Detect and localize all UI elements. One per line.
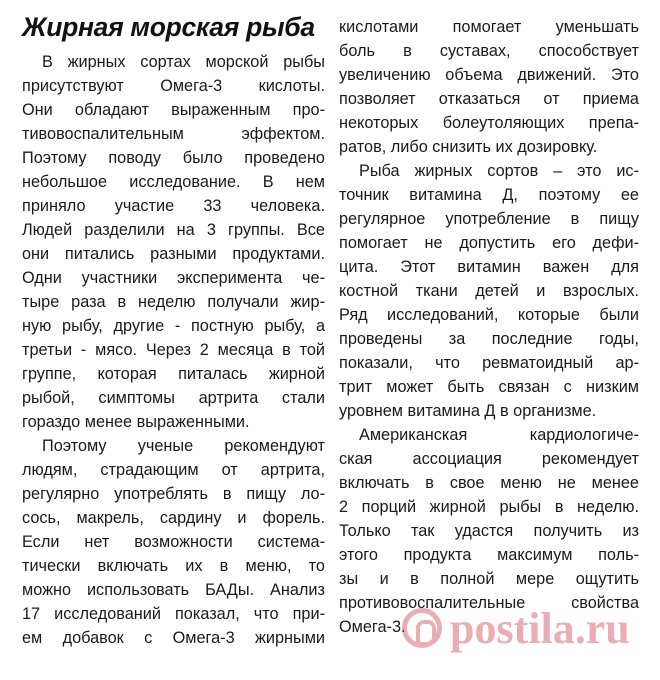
text-line: Если нет возможности система- <box>22 533 325 551</box>
text-line: присутствуют Омега-3 кислоты. <box>22 77 325 95</box>
text-line: 2 порций жирной рыбы в неделю. <box>339 498 639 516</box>
text-line: Рыба жирных сортов – это ис- <box>359 162 639 180</box>
text-line: проведены за последние годы, <box>339 330 639 348</box>
text-line: третьи - мясо. Через 2 месяца в той <box>22 341 325 359</box>
text-line: противовоспалительные свойства <box>339 594 639 612</box>
text-line: этого продукта максимум поль- <box>339 546 639 564</box>
text-line: группе, которая питалась жирной <box>22 365 325 383</box>
text-line: Людей разделили на 3 группы. Все <box>22 221 325 239</box>
text-line: Американская кардиологиче- <box>359 426 639 444</box>
right-column <box>339 0 639 639</box>
text-line: Одни участники эксперимента че- <box>22 269 325 287</box>
text-line: некоторых болеутоляющих препа- <box>339 114 639 132</box>
text-line: тивовоспалительным эффектом. <box>22 125 325 143</box>
text-line: ную рыбу, другие - постную рыбу, а <box>22 317 325 335</box>
text-line: точник витамина Д, поэтому ее <box>339 186 639 204</box>
text-line: гораздо менее выраженными. <box>22 413 250 431</box>
text-line: Поэтому поводу было проведено <box>22 149 325 167</box>
left-column-text <box>22 50 325 650</box>
text-line: показали, что ревматоидный ар- <box>339 354 639 372</box>
text-line: В жирных сортах морской рыбы <box>42 53 325 71</box>
text-line: помогает не допустить его дефи- <box>339 234 639 252</box>
text-line: ская ассоциация рекомендует <box>339 450 639 468</box>
text-line: трит может быть связан с низким <box>339 378 639 396</box>
text-line: Только так удастся получить из <box>339 522 639 540</box>
text-line: позволяет отказаться от приема <box>339 90 639 108</box>
text-line: небольшое исследование. В нем <box>22 173 325 191</box>
text-line: костной ткани детей и взрослых. <box>339 282 639 300</box>
text-line: сось, макрель, сардину и форель. <box>22 509 325 527</box>
text-line: регулярно употреблять в пищу ло- <box>22 485 325 503</box>
text-line: можно использовать БАДы. Анализ <box>22 581 325 599</box>
text-line: рыбой, симптомы артрита стали <box>22 389 325 407</box>
text-line: уровнем витамина Д в организме. <box>339 402 597 420</box>
right-column-text <box>339 15 639 639</box>
text-line: 17 исследований показал, что при- <box>22 605 325 623</box>
text-line: Поэтому ученые рекомендуют <box>42 437 325 455</box>
text-line: Ряд исследований, которые были <box>339 306 639 324</box>
text-line: ем добавок с Омега-3 жирными <box>22 629 325 647</box>
text-line: включать в свое меню не менее <box>339 474 639 492</box>
text-line: кислотами помогает уменьшать <box>339 18 639 36</box>
text-line: зы и в полной мере ощутить <box>339 570 639 588</box>
text-line: тически включать их в меню, то <box>22 557 325 575</box>
text-line: увеличению объема движений. Это <box>339 66 639 84</box>
text-line: Они обладают выраженным про- <box>22 101 325 119</box>
text-line: они питались разными продуктами. <box>22 245 325 263</box>
text-line: боль в суставах, способствует <box>339 42 639 60</box>
left-column <box>22 0 325 650</box>
text-line: приняло участие 33 человека. <box>22 197 325 215</box>
watermark-text: postila.ru <box>450 603 630 653</box>
text-line: цита. Этот витамин важен для <box>339 258 639 276</box>
text-line: Омега-3. <box>339 618 406 636</box>
text-line: тыре раза в неделю получали жир- <box>22 293 325 311</box>
text-line: ратов, либо снизить их дозировку. <box>339 138 598 156</box>
text-line: регулярное употребление в пищу <box>339 210 639 228</box>
article-title: Жирная морская рыба <box>22 12 315 42</box>
text-line: людям, страдающим от артрита, <box>22 461 325 479</box>
